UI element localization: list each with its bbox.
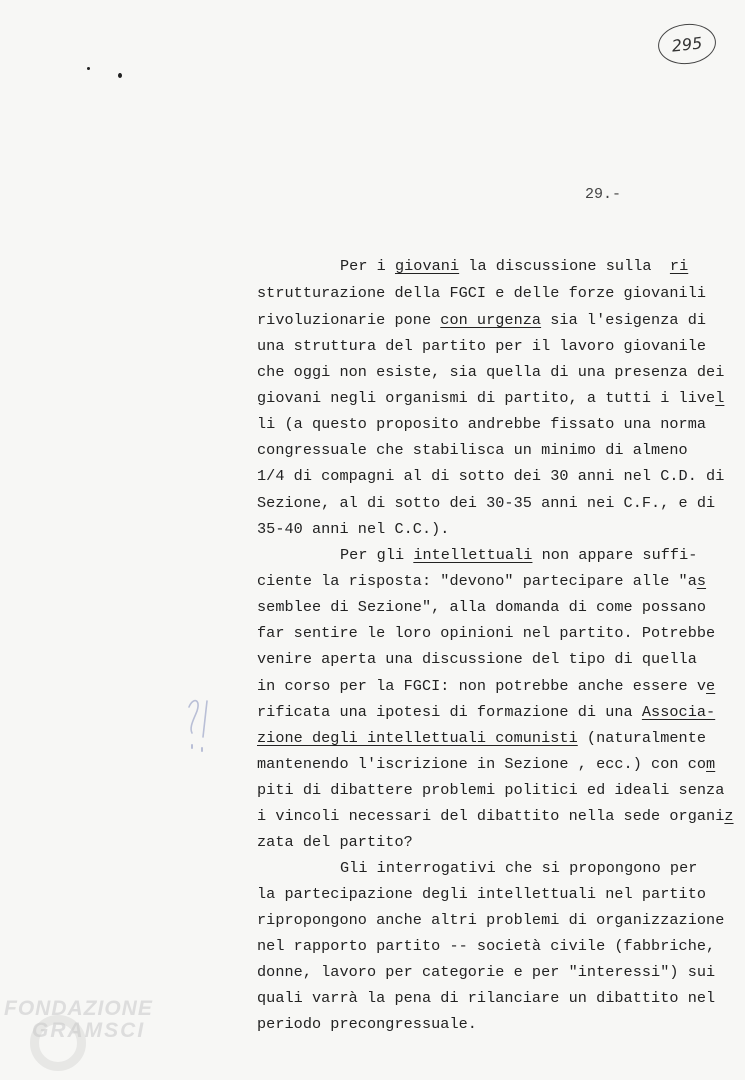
text-line: piti di dibattere problemi politici ed ideali senza: [257, 781, 725, 799]
text-line: zata del partito?: [257, 833, 413, 851]
text-line: Per i giovani la discussione sulla ri: [340, 257, 689, 275]
text-line: Sezione, al di sotto dei 30-35 anni nei C.F., e di: [257, 494, 716, 512]
text-line: far sentire le loro opinioni nel partito. Potrebbe: [257, 624, 716, 642]
margin-pencil-mark: [183, 693, 223, 758]
text-line: venire aperta una discussione del tipo di quella: [257, 650, 697, 668]
text-line: ciente la risposta: "devono" partecipare alle "as: [257, 572, 707, 590]
watermark: [4, 998, 153, 1042]
text-line: li (a questo proposito andrebbe fissato una norma: [257, 415, 707, 433]
text-line: rivoluzionarie pone con urgenza sia l'esigenza di: [257, 311, 707, 329]
ink-speck: [87, 67, 90, 70]
text-line: in corso per la FGCI: non potrebbe anche essere ve: [257, 677, 716, 695]
text-line: quali varrà la pena di rilanciare un dibattito nel: [257, 989, 716, 1007]
text-line: Per gli intellettuali non appare suffi-: [340, 546, 698, 564]
archive-number-stamp: [656, 21, 718, 67]
page-number: 29.-: [585, 186, 622, 203]
text-line: i vincoli necessari del dibattito nella sede organiz: [257, 807, 734, 825]
watermark-line-2: GRAMSCI: [32, 1019, 146, 1042]
text-line: una struttura del partito per il lavoro giovanile: [257, 337, 707, 355]
text-line: ripropongono anche altri problemi di organizzazione: [257, 911, 725, 929]
text-line: periodo precongressuale.: [257, 1015, 477, 1033]
text-line: 1/4 di compagni al di sotto dei 30 anni nel C.D. di: [257, 467, 725, 485]
text-line: rificata una ipotesi di formazione di una Associa-: [257, 703, 716, 721]
text-line: giovani negli organismi di partito, a tutti i livel: [257, 389, 725, 407]
text-line: zione degli intellettuali comunisti (naturalmente: [257, 729, 707, 747]
watermark-line-1: FONDAZIONE: [4, 997, 153, 1020]
text-line: che oggi non esiste, sia quella di una presenza dei: [257, 363, 725, 381]
text-line: 35-40 anni nel C.C.).: [257, 520, 450, 538]
text-line: semblee di Sezione", alla domanda di come possano: [257, 598, 707, 616]
text-line: strutturazione della FGCI e delle forze giovanili: [257, 284, 707, 302]
text-line: congressuale che stabilisca un minimo di almeno: [257, 441, 688, 459]
text-line: nel rapporto partito -- società civile (fabbriche,: [257, 937, 716, 955]
text-line: Gli interrogativi che si propongono per: [340, 859, 698, 877]
text-line: mantenendo l'iscrizione in Sezione , ecc.) con com: [257, 755, 716, 773]
text-line: donne, lavoro per categorie e per "interessi") sui: [257, 963, 716, 981]
text-line: la partecipazione degli intellettuali nel partito: [257, 885, 707, 903]
ink-speck: [118, 73, 122, 78]
archive-number: 295: [670, 32, 704, 56]
